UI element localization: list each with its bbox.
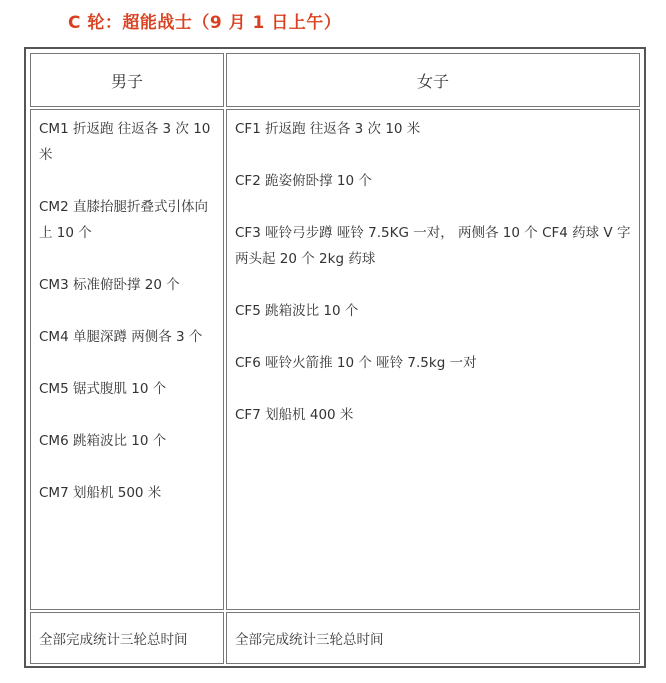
- workout-table: [28, 51, 642, 666]
- list-item: CM6 跳箱波比 10 个: [39, 433, 167, 449]
- women-cell: [226, 109, 640, 610]
- women-footer-text: 全部完成统计三轮总时间: [235, 632, 384, 648]
- list-item: CM1 折返跑 往返各 3 次 10 米: [39, 121, 211, 163]
- men-cell: [30, 109, 224, 610]
- list-item: CM4 单腿深蹲 两侧各 3 个: [39, 329, 203, 345]
- page-title: C 轮：超能战士（9 月 1 日上午）: [68, 13, 342, 33]
- list-item: CF5 跳箱波比 10 个: [235, 303, 359, 319]
- women-footer-cell: [226, 612, 640, 664]
- men-footer-text: 全部完成统计三轮总时间: [39, 632, 188, 648]
- list-item: CF6 哑铃火箭推 10 个 哑铃 7.5kg 一对: [235, 355, 477, 371]
- list-item: CF2 跪姿俯卧撑 10 个: [235, 173, 372, 189]
- list-item: CM5 锯式腹肌 10 个: [39, 381, 167, 397]
- table-header-row: [30, 53, 640, 107]
- list-item: CF1 折返跑 往返各 3 次 10 米: [235, 121, 421, 137]
- header-women: 女子: [226, 53, 640, 107]
- table-body-row: [30, 109, 640, 610]
- men-items-list: [31, 110, 223, 506]
- men-footer-cell: [30, 612, 224, 664]
- list-item: CM3 标准俯卧撑 20 个: [39, 277, 180, 293]
- list-item: CF7 划船机 400 米: [235, 407, 354, 423]
- table-footer-row: [30, 612, 640, 664]
- header-men: 男子: [30, 53, 224, 107]
- workout-table-frame: [24, 47, 646, 668]
- women-items-list: [227, 110, 639, 428]
- list-item: CF3 哑铃弓步蹲 哑铃 7.5KG 一对， 两侧各 10 个 CF4 药球 V 字两头起 20 个 2kg 药球: [235, 225, 631, 267]
- list-item: CM7 划船机 500 米: [39, 485, 162, 501]
- list-item: CM2 直膝抬腿折叠式引体向上 10 个: [39, 199, 208, 241]
